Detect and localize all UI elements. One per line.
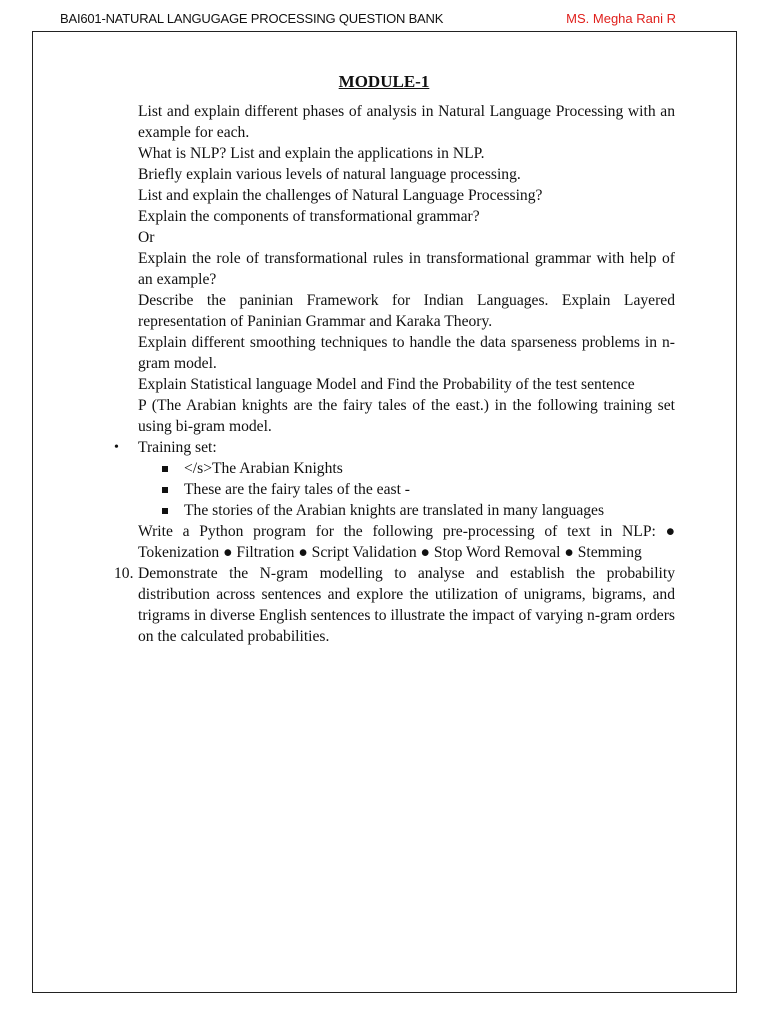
question-5-alternative: Explain the role of transformational rules in transformational grammar with help of an example? [138,250,675,288]
question-7: Explain different smoothing techniques to handle the data sparseness problems in n-gram model. [138,334,675,372]
question-10-text: Demonstrate the N-gram modelling to analyse and establish the probability distribution across sentences and explore the utilization of unigrams, bigrams, and trigrams in diverse English sentences to illustrate the impact of varying n-gram orders on the calculated probabilities. [138,565,675,645]
question-10 [114,563,675,647]
question-5: Explain the components of transformational grammar? [138,208,480,225]
question-8-probability: P (The Arabian knights are the fairy tales of the east.) in the following training set using bi-gram model. [138,397,675,435]
question-5-or: Or [138,229,155,246]
square-bullet-icon [162,508,168,514]
training-item [138,500,675,521]
square-bullet-icon [162,466,168,472]
question-8: Explain Statistical language Model and Find the Probability of the test sentence [138,376,635,393]
square-bullet-icon [162,487,168,493]
module-title: MODULE-1 [338,72,430,91]
header-author-name: MS. Megha Rani R [566,11,676,26]
question-1: List and explain different phases of analysis in Natural Language Processing with an example for each. [138,103,675,141]
training-item [138,458,675,479]
question-6: Describe the paninian Framework for Indian Languages. Explain Layered representation of Paninian Grammar and Karaka Theory. [138,292,675,330]
question-list [114,101,675,647]
question-9: Write a Python program for the following pre-processing of text in NLP: ● Tokenization ● Filtration ● Script Validation ● Stop Word Removal ● Stemming [138,523,675,561]
header-course-title: BAI601-NATURAL LANGUGAGE PROCESSING QUESTION BANK [60,11,444,26]
training-set-label: Training set: [138,439,217,456]
bullet-icon: • [114,440,119,455]
question-2: What is NLP? List and explain the applications in NLP. [138,145,485,162]
training-item-text: </s>The Arabian Knights [184,460,343,477]
training-item [138,479,675,500]
training-item-text: These are the fairy tales of the east - [184,481,410,498]
question-4: List and explain the challenges of Natural Language Processing? [138,187,543,204]
question-3: Briefly explain various levels of natural language processing. [138,166,521,183]
training-set-heading [114,437,675,458]
training-item-text: The stories of the Arabian knights are translated in many languages [184,502,605,519]
question-10-number: 10. [114,565,134,582]
